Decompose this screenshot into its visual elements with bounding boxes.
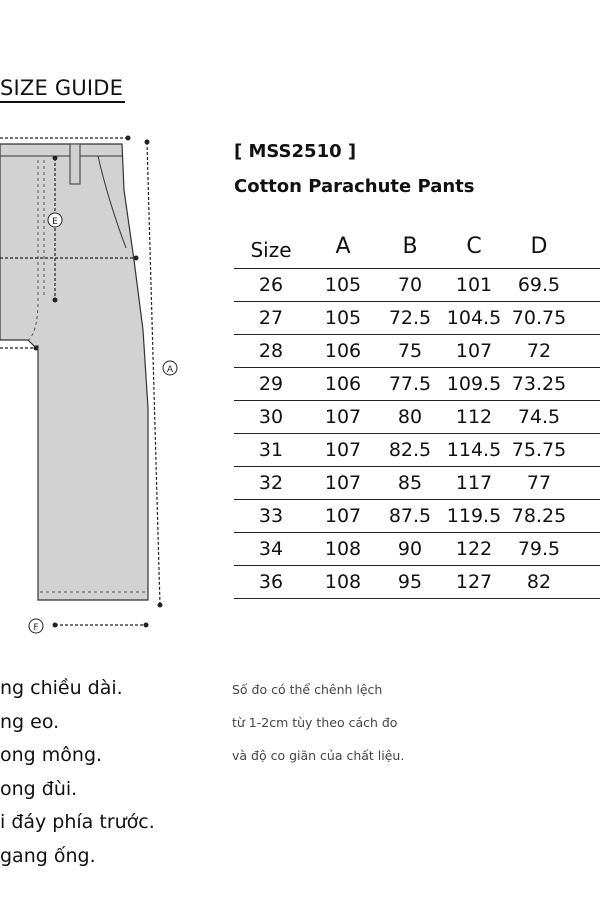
table-row <box>234 566 600 599</box>
table-cell: 30 <box>258 406 284 428</box>
table-cell: 90 <box>397 538 423 560</box>
table-cell: 29 <box>258 373 284 395</box>
belt-loop <box>70 144 80 184</box>
column-header-c: C <box>466 234 482 259</box>
table-cell: 107 <box>455 340 493 362</box>
table-row <box>234 533 600 566</box>
pants-diagram <box>0 130 200 640</box>
table-cell: 70.75 <box>511 307 567 329</box>
label-e: E <box>52 217 58 227</box>
table-cell: 31 <box>258 439 284 461</box>
table-row <box>234 302 600 335</box>
note-line: ong mông. <box>0 744 103 766</box>
table-cell: 106 <box>324 373 362 395</box>
note-line: ng eo. <box>0 710 60 733</box>
table-cell: 72 <box>526 340 552 362</box>
table-row <box>234 467 600 500</box>
table-cell: 33 <box>258 505 284 527</box>
column-header-size: Size <box>250 238 292 262</box>
table-cell: 104.5 <box>446 307 502 329</box>
page-title: SIZE GUIDE <box>0 76 125 103</box>
note-line: ng chiều dài. <box>0 677 123 699</box>
table-cell: 87.5 <box>388 505 432 527</box>
table-cell: 105 <box>324 307 362 329</box>
disclaimer-note <box>232 673 404 772</box>
disclaimer-line: và độ co giãn của chất liệu. <box>232 748 405 763</box>
table-cell: 75 <box>397 340 423 362</box>
table-cell: 32 <box>258 472 284 494</box>
table-cell: 73.25 <box>511 373 567 395</box>
table-cell: 101 <box>455 274 493 296</box>
table-body <box>234 269 600 599</box>
table-cell: 107 <box>324 472 362 494</box>
table-cell: 109.5 <box>446 373 502 395</box>
note-line: ong đùi. <box>0 777 78 800</box>
table-cell: 82.5 <box>388 439 432 461</box>
table-cell: 77 <box>526 472 552 494</box>
column-header-b: B <box>402 234 418 259</box>
table-cell: 28 <box>258 340 284 362</box>
table-row <box>234 434 600 467</box>
product-code: [ MSS2510 ] <box>234 141 357 162</box>
table-cell: 122 <box>455 538 493 560</box>
table-cell: 106 <box>324 340 362 362</box>
measurement-notes <box>0 672 155 873</box>
table-row <box>234 335 600 368</box>
table-cell: 70 <box>397 274 423 296</box>
table-cell: 77.5 <box>388 373 432 395</box>
table-cell: 117 <box>455 472 493 494</box>
product-name: Cotton Parachute Pants <box>234 176 475 197</box>
disclaimer-line: từ 1-2cm tùy theo cách đo <box>232 715 398 730</box>
table-cell: 75.75 <box>511 439 567 461</box>
table-cell: 112 <box>455 406 493 428</box>
table-cell: 69.5 <box>517 274 561 296</box>
table-row <box>234 401 600 434</box>
disclaimer-line: Số đo có thể chênh lệch <box>232 682 383 697</box>
table-cell: 82 <box>526 571 552 593</box>
table-header <box>234 226 600 269</box>
table-cell: 95 <box>397 571 423 593</box>
table-cell: 79.5 <box>517 538 561 560</box>
table-cell: 26 <box>258 274 284 296</box>
table-cell: 107 <box>324 406 362 428</box>
table-row <box>234 500 600 533</box>
table-cell: 108 <box>324 538 362 560</box>
column-header-d: D <box>530 234 548 259</box>
table-cell: 107 <box>324 505 362 527</box>
table-cell: 80 <box>397 406 423 428</box>
table-cell: 114.5 <box>446 439 502 461</box>
table-cell: 78.25 <box>511 505 567 527</box>
table-cell: 127 <box>455 571 493 593</box>
label-f: F <box>33 623 39 633</box>
table-cell: 27 <box>258 307 284 329</box>
table-cell: 85 <box>397 472 423 494</box>
table-cell: 36 <box>258 571 284 593</box>
table-cell: 74.5 <box>517 406 561 428</box>
table-cell: 34 <box>258 538 284 560</box>
product-info <box>234 140 474 199</box>
size-table <box>234 226 600 599</box>
table-cell: 107 <box>324 439 362 461</box>
label-a: A <box>166 365 174 375</box>
table-row <box>234 368 600 401</box>
pants-outline <box>0 144 148 600</box>
column-header-a: A <box>335 234 351 259</box>
table-cell: 72.5 <box>388 307 432 329</box>
table-cell: 119.5 <box>446 505 502 527</box>
note-line: gang ống. <box>0 844 96 867</box>
table-cell: 108 <box>324 571 362 593</box>
note-line: i đáy phía trước. <box>0 811 155 833</box>
table-cell: 105 <box>324 274 362 296</box>
table-row <box>234 269 600 302</box>
